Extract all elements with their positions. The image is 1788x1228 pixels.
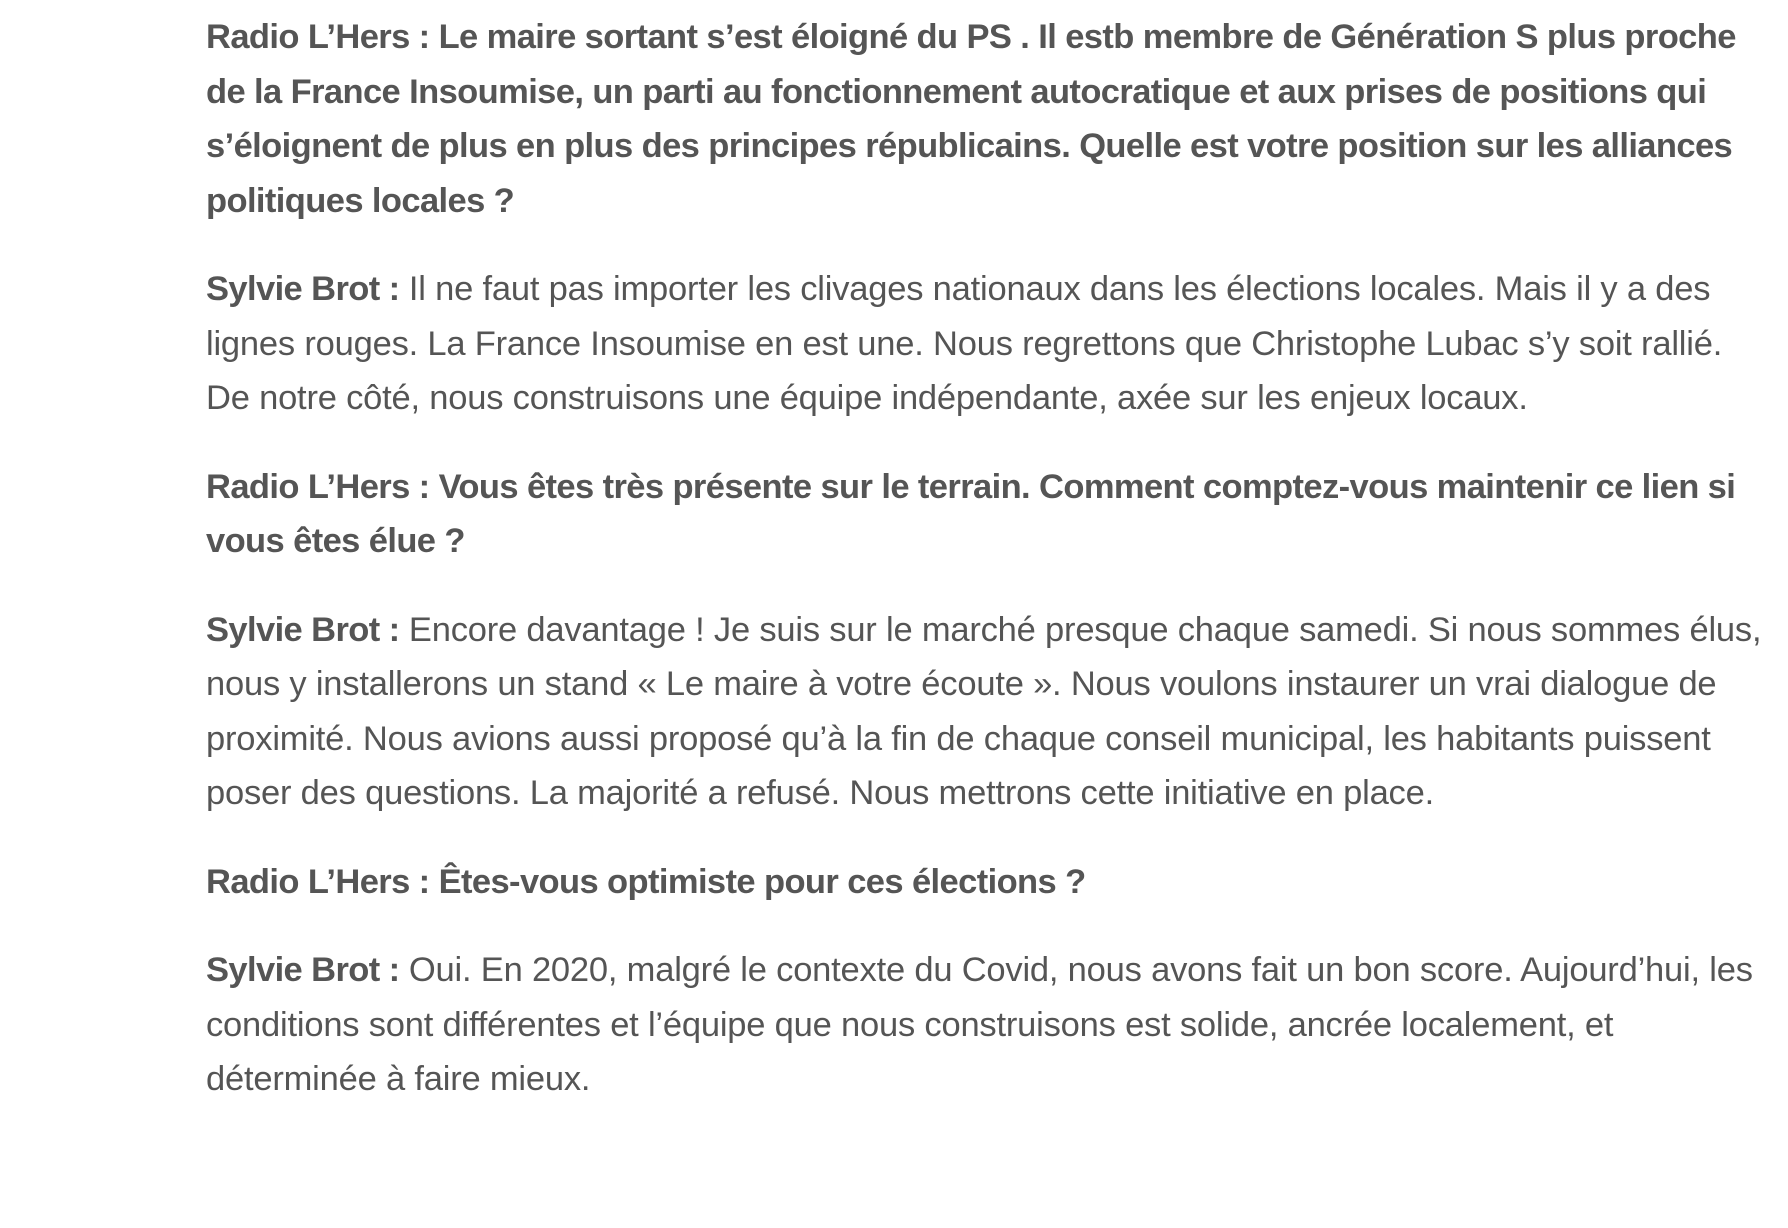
answer-text: Encore davantage ! Je suis sur le marché presque chaque samedi. Si nous sommes élus, nous y installerons un stand « Le maire à votre écoute ». Nous voulons instaurer un vrai dialogue de proximité. Nous avions aussi proposé qu’à la fin de chaque conseil municipal, les habitants puissent poser des questions. La majorité a refusé. Nous mettrons cette initiative en place.: [206, 610, 1762, 812]
respondent-name: Sylvie Brot :: [206, 610, 400, 649]
interviewer-name: Radio L’Hers :: [206, 467, 430, 506]
question-text: Êtes-vous optimiste pour ces élections ?: [438, 862, 1086, 901]
answer-text: Il ne faut pas importer les clivages nationaux dans les élections locales. Mais il y a des lignes rouges. La France Insoumise en est une. Nous regrettons que Christophe Lubac s’y soit rallié. De notre côté, nous construisons une équipe indépendante, axée sur les enjeux locaux.: [206, 270, 1723, 417]
respondent-name: Sylvie Brot :: [206, 270, 400, 308]
answer-paragraph: [206, 943, 1766, 1107]
question-paragraph: [206, 855, 1766, 910]
interviewer-name: Radio L’Hers :: [206, 862, 430, 901]
question-text: Vous êtes très présente sur le terrain. Comment comptez-vous maintenir ce lien si vous êtes élue ?: [206, 467, 1736, 560]
question-paragraph: [206, 10, 1766, 228]
interviewer-name: Radio L’Hers :: [206, 18, 430, 56]
answer-paragraph: [206, 262, 1766, 426]
respondent-name: Sylvie Brot :: [206, 951, 400, 989]
answer-paragraph: [206, 603, 1766, 821]
interview-article: [206, 10, 1766, 1141]
question-text: Le maire sortant s’est éloigné du PS . Il estb membre de Génération S plus proche de la France Insoumise, un parti au fonctionnement autocratique et aux prises de positions qui s’éloignent de plus en plus des principes républicains. Quelle est votre position sur les alliances politiques locales ?: [206, 18, 1736, 220]
question-paragraph: [206, 460, 1766, 569]
answer-text: Oui. En 2020, malgré le contexte du Covid, nous avons fait un bon score. Aujourd’hui, les conditions sont différentes et l’équipe que nous construisons est solide, ancrée localement, et déterminée à faire mieux.: [206, 951, 1753, 1098]
